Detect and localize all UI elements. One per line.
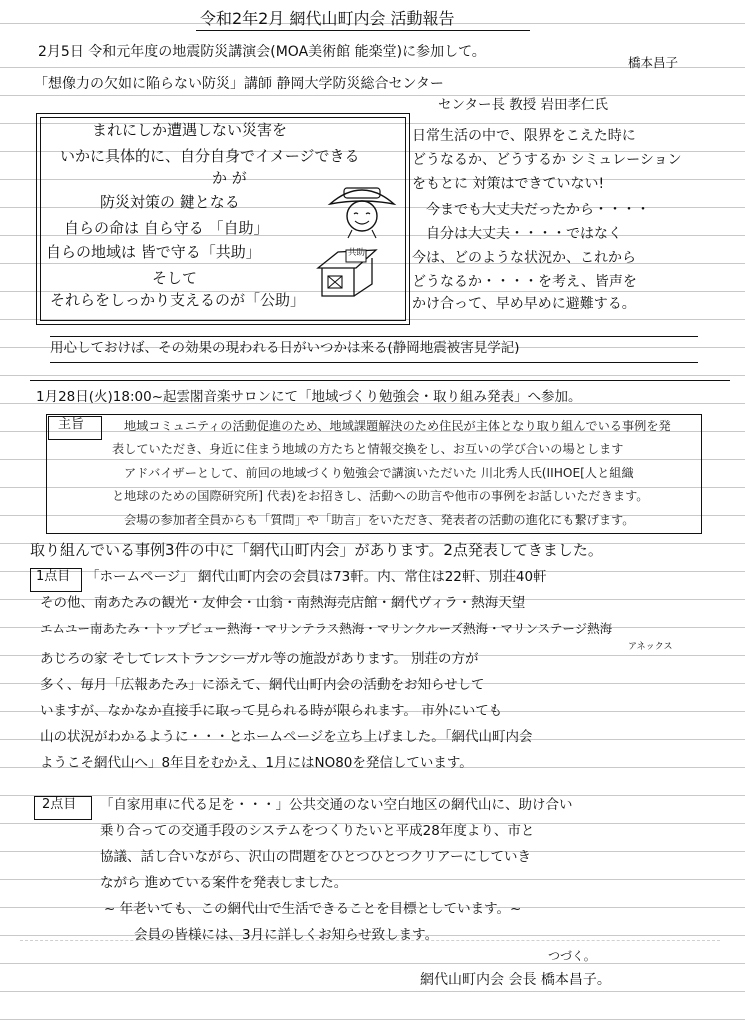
lecture-title-line: 「想像力の欠如に陥らない防災」講師 静岡大学防災総合センター: [34, 76, 444, 92]
point2-line: ながら 進めている案件を発表しました。: [100, 875, 348, 891]
annex-note: アネックス: [628, 642, 673, 652]
point2-line: 「自家用車に代る足を・・・」公共交通のない空白地区の網代山に、助け合い: [100, 797, 573, 813]
point2-line: 協議、話し合いながら、沢山の問題をひとつひとつクリアーにしていき: [100, 849, 532, 865]
box-line: か が: [212, 169, 247, 187]
purpose-line: 会場の参加者全員からも「質問」や「助言」をいただき、発表者の活動の進化にも繋げます。: [124, 513, 635, 527]
point2-line: 乗り合っての交通手段のシステムをつくりたいと平成28年度より、市と: [100, 823, 535, 839]
body-line: あじろの家 そしてレストランシーガル等の施設があります。 別荘の方が: [40, 651, 479, 667]
note-line: 日常生活の中で、限界をこえた時に: [412, 128, 636, 144]
body-line: いますが、なかなか直接手に取って見られる時が限られます。 市外にいても: [40, 703, 503, 719]
box-line: 自らの命は 自ら守る 「自助」: [64, 219, 269, 237]
purpose-line: アドバイザーとして、前回の地域づくり勉強会で講演いただいた 川北秀人氏(IIHOE[人と組織: [124, 466, 634, 480]
faint-dashed-line: [20, 940, 720, 941]
cases-intro: 取り組んでいる事例3件の中に「網代山町内会」があります。2点発表してきました。: [30, 541, 603, 559]
purpose-label: 主旨: [58, 417, 85, 432]
box-line: 防災対策の 鍵となる: [100, 193, 240, 211]
purpose-line: 表していただき、身近に住まう地域の方たちと情報交換をし、お互いの学び合いの場とします: [112, 442, 624, 456]
body-line: 多く、毎月「広報あたみ」に添えて、網代山町内会の活動をお知らせして: [40, 677, 485, 693]
goal-statement: ~ 年老いても、この網代山で生活できることを目標としています。~: [104, 901, 522, 917]
body-line: ようこそ網代山へ」8年目をむかえ、1月にはNO80を発信しています。: [40, 755, 473, 771]
lecture-report-line: 2月5日 令和元年度の地震防災講演会(MOA美術館 能楽堂)に参加して。: [38, 44, 486, 60]
note-line: 今は、どのような状況か、これから: [412, 250, 636, 266]
house-illustration: [314, 242, 380, 302]
quote-bottom-rule: [50, 362, 698, 363]
note-line: どうなるか、どうするか シミュレーション: [412, 152, 682, 168]
body-line: エムユー南あたみ・トップビュー熱海・マリンテラス熱海・マリンクルーズ熱海・マリンステージ熱海: [40, 621, 613, 636]
signature: 網代山町内会 会長 橋本昌子。: [420, 972, 611, 988]
box-line: まれにしか遭遇しない災害を: [92, 121, 288, 139]
quote-top-rule: [50, 336, 698, 337]
salon-report-line: 1月28日(火)18:00~起雲閣音楽サロンにて「地域づくり勉強会・取り組み発表」へ参加。: [36, 389, 582, 405]
house-sign-text: 共助: [348, 248, 366, 258]
report-title: 令和2年2月 網代山町内会 活動報告: [200, 9, 455, 28]
purpose-line: 地域コミュニティの活動促進のため、地域課題解決のため住民が主体となり取り組んでいる事例を発: [124, 419, 671, 433]
box-line: そして: [152, 269, 198, 287]
quote-text: 用心しておけば、その効果の現われる日がいつかは来る(静岡地震被害見学記): [50, 340, 520, 356]
reporter-name: 橋本昌子: [628, 55, 679, 70]
title-underline: [196, 30, 530, 31]
section-divider: [30, 380, 730, 381]
note-line: どうなるか・・・・を考え、皆声を: [412, 274, 637, 290]
purpose-line: と地球のための国際研究所] 代表)をお招きし、活動への助言や他市の事例をお話しいただきます。: [112, 489, 649, 503]
point2-label: 2点目: [42, 797, 77, 812]
body-line: 山の状況がわかるように・・・とホームページを立ち上げました。「網代山町内会: [40, 729, 533, 745]
body-line: 「ホームページ」 網代山町内会の会員は73軒。内、常住は22軒、別荘40軒: [86, 569, 547, 585]
box-line: それらをしっかり支えるのが「公助」: [50, 291, 306, 309]
note-line: かけ合って、早め早めに避難する。: [412, 296, 636, 312]
note-line: 今までも大丈夫だったから・・・・: [426, 202, 650, 218]
announcement: 会員の皆様には、3月に詳しくお知らせ致します。: [134, 927, 439, 943]
note-line: 自分は大丈夫・・・・ではなく: [426, 226, 622, 242]
body-line: その他、南あたみの観光・友伸会・山翁・南熱海売店館・網代ヴィラ・熱海天望: [40, 595, 526, 611]
point1-label: 1点目: [36, 569, 71, 584]
box-line: 自らの地域は 皆で守る「共助」: [46, 243, 261, 261]
box-line: いかに具体的に、自分自身でイメージできる: [60, 147, 360, 165]
note-line: をもとに 対策はできていない!: [412, 176, 605, 192]
continued-note: つづく。: [548, 949, 596, 963]
lecturer-name: センター長 教授 岩田孝仁氏: [438, 97, 609, 113]
